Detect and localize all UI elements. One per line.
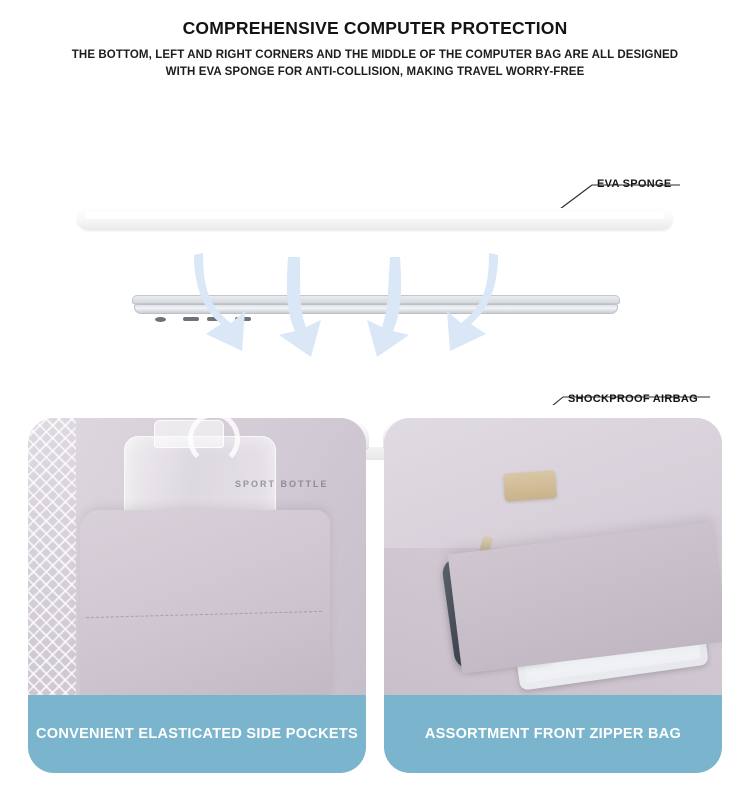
leather-brand-tag [503,470,557,502]
callout-label-shockproof-airbag: SHOCKPROOF AIRBAG [568,393,698,405]
feature-card-front-zipper [384,418,722,773]
header-block [0,18,750,81]
photo-side-pocket [28,418,366,695]
protection-diagram [0,85,750,405]
feature-cards [28,418,722,773]
bottle-label-text: SPORT BOTTLE [235,479,329,489]
impact-arrows [0,85,750,405]
callout-label-eva-sponge: EVA SPONGE [597,178,672,190]
caption-text: CONVENIENT ELASTICATED SIDE POCKETS [35,726,358,742]
elasticated-side-pocket [80,510,330,695]
caption-bar-side-pockets [28,695,366,773]
page-subtitle: THE BOTTOM, LEFT AND RIGHT CORNERS AND THE MIDDLE OF THE COMPUTER BAG ARE ALL DESIGNED WITH EVA SPONGE FOR ANTI-COLLISION, MAKING TRAVEL WORRY-FREE [71,49,679,78]
page-title: COMPREHENSIVE COMPUTER PROTECTION [182,18,568,38]
photo-front-zipper-pocket [384,418,722,695]
caption-text: ASSORTMENT FRONT ZIPPER BAG [424,726,682,742]
feature-card-side-pockets [28,418,366,773]
caption-bar-front-zipper [384,695,722,773]
